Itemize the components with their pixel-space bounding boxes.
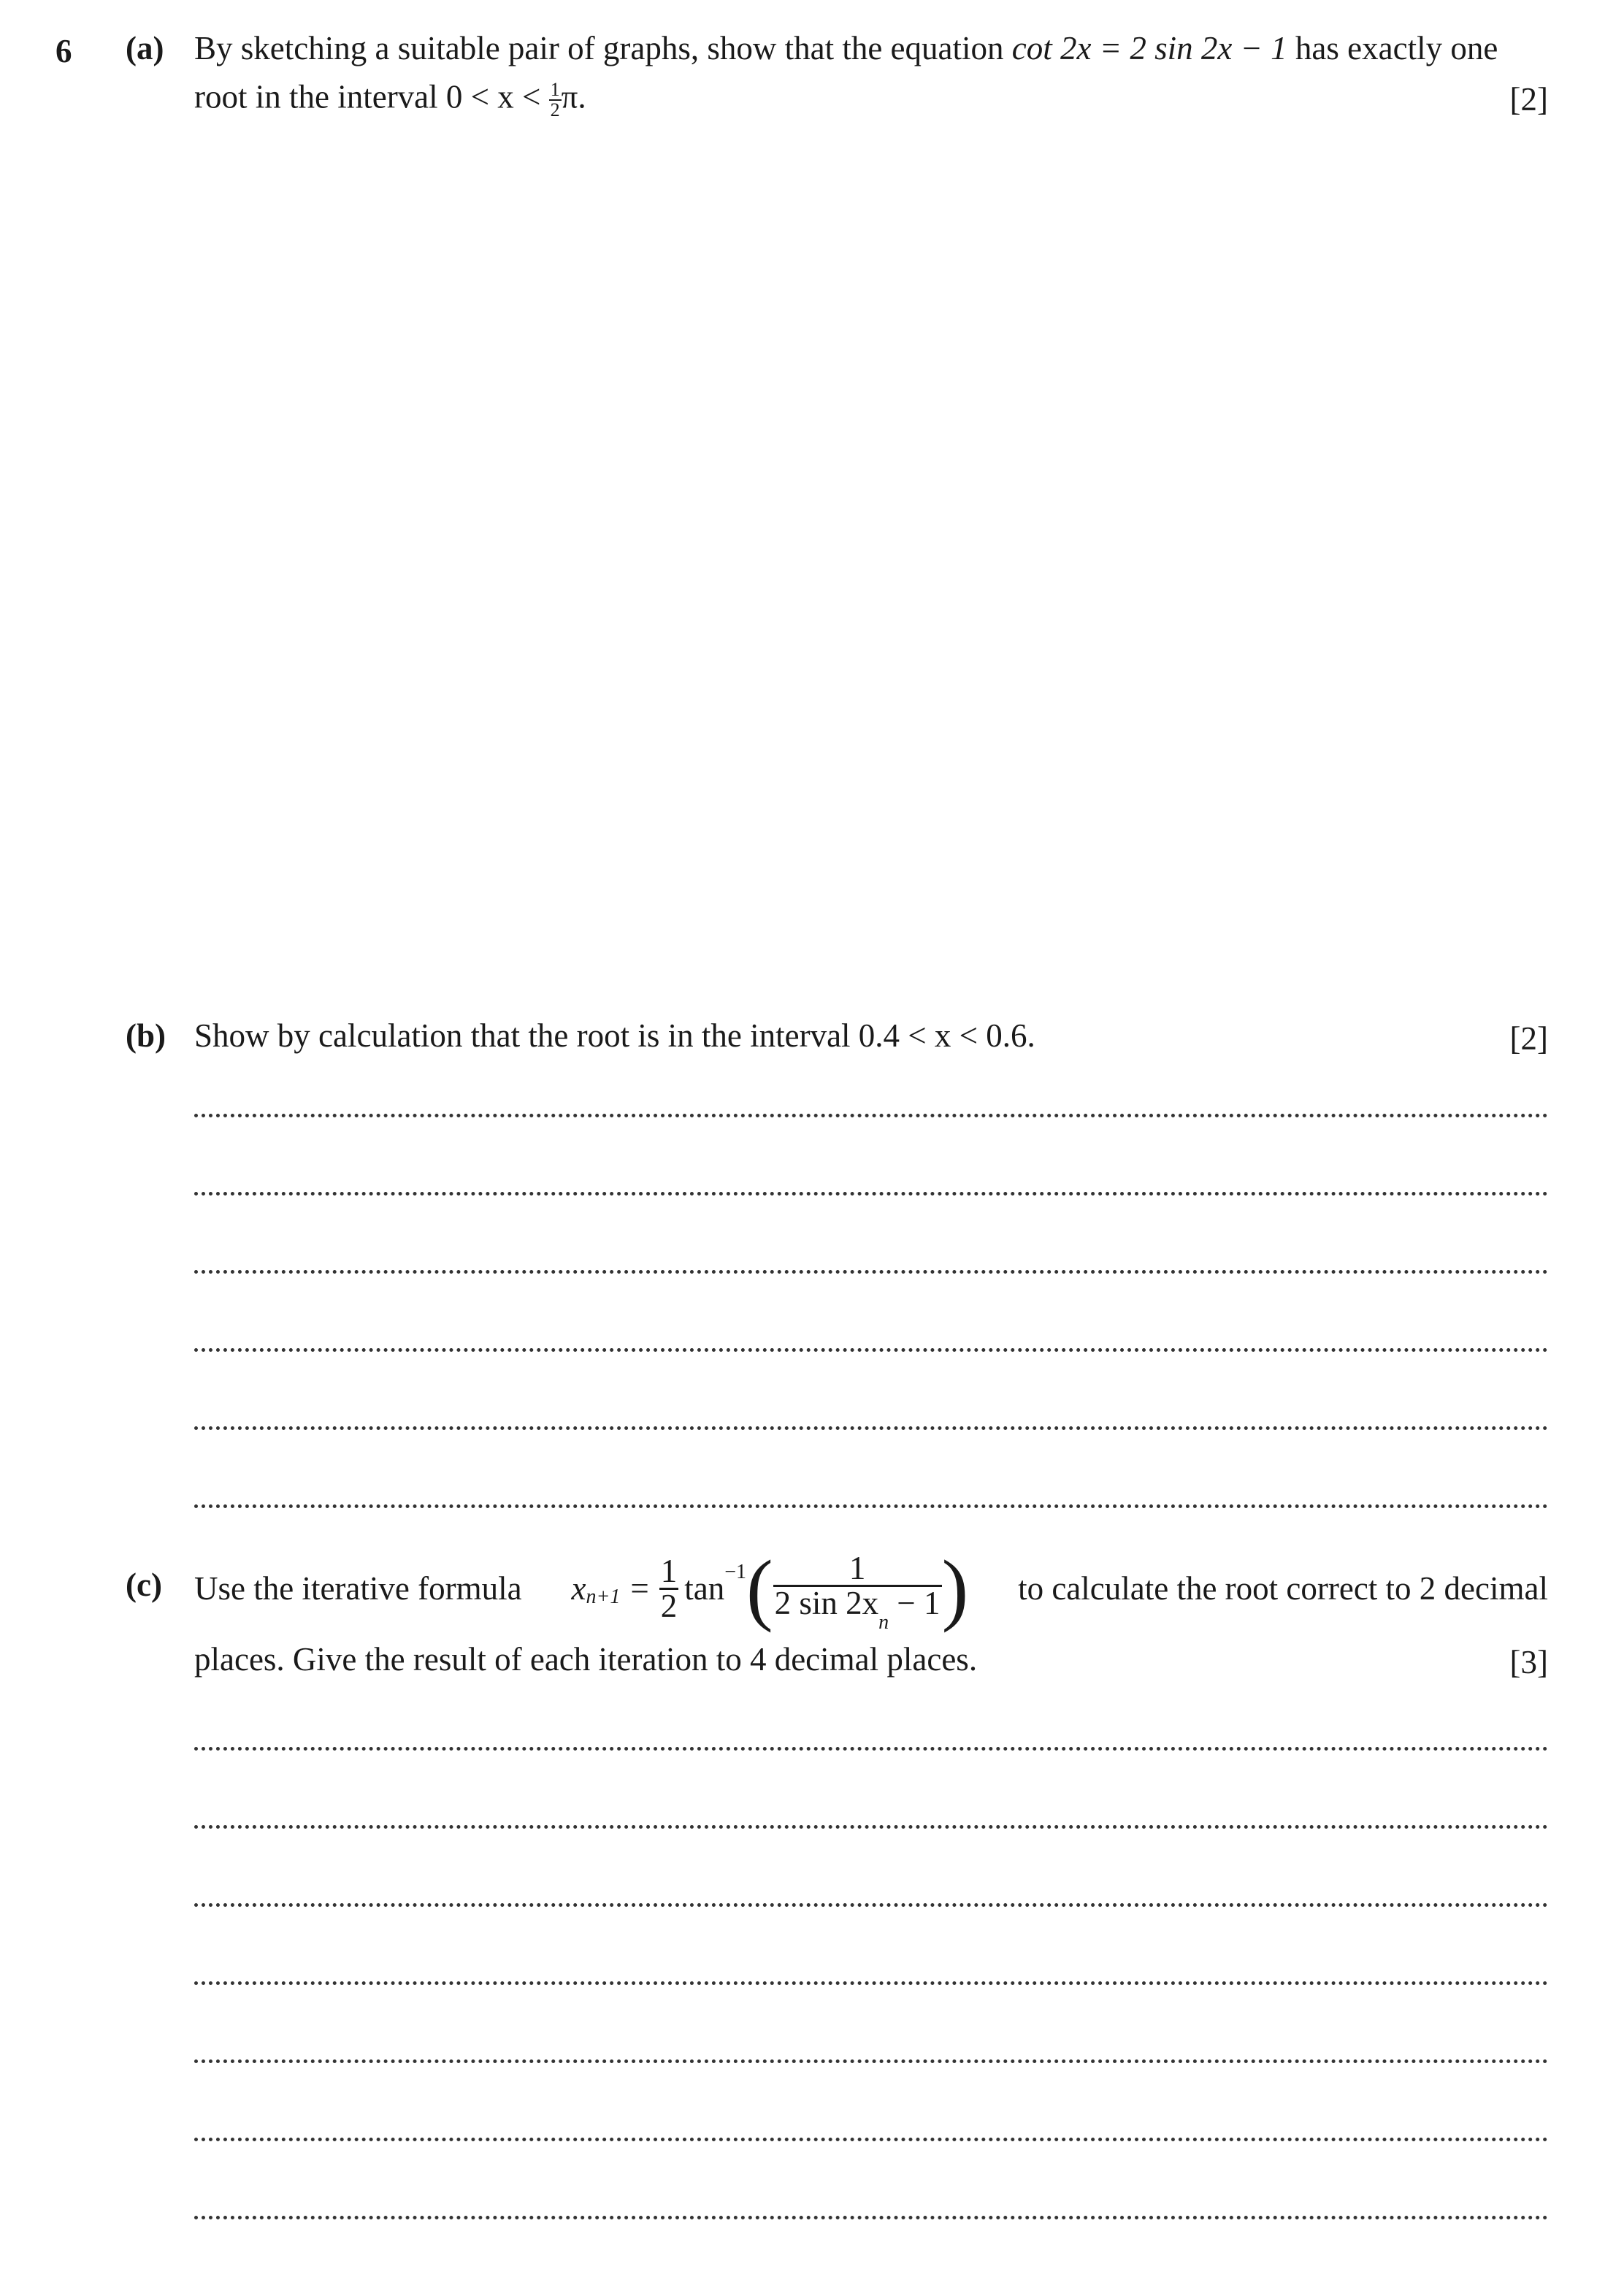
part-b-label: (b) bbox=[126, 1017, 166, 1054]
formula-sub: n+1 bbox=[586, 1586, 621, 1608]
question-number: 6 bbox=[55, 33, 72, 69]
answer-line[interactable] bbox=[194, 1747, 1548, 1751]
answer-line[interactable] bbox=[194, 2216, 1548, 2219]
part-a-text: By sketching a suitable pair of graphs, show that the equation bbox=[194, 30, 1004, 66]
part-a-equation: cot 2x = 2 sin 2x − 1 bbox=[1011, 30, 1287, 66]
part-a-interval: root in the interval 0 < x < bbox=[194, 78, 541, 115]
answer-line[interactable] bbox=[194, 1426, 1548, 1430]
answer-line[interactable] bbox=[194, 1192, 1548, 1196]
answer-line[interactable] bbox=[194, 1348, 1548, 1352]
part-c-marks: [3] bbox=[1509, 1644, 1548, 1680]
part-c-line2: places. Give the result of each iteration to 4 decimal places. bbox=[194, 1641, 978, 1678]
part-a-line2 bbox=[194, 80, 586, 120]
iterative-formula: x $_{n+1}$ = $\frac{1}{2}$ tan $^{-1}$ ( $\frac{1}{2 \sin 2x_n - 1}$ ) bbox=[571, 1544, 969, 1634]
part-a-text-end: has exactly one bbox=[1295, 30, 1498, 66]
part-a-marks: [2] bbox=[1509, 81, 1548, 118]
part-c-line1 bbox=[194, 1541, 1548, 1636]
answer-line[interactable] bbox=[194, 1825, 1548, 1829]
formula-half: $\frac{1}{2}$ bbox=[660, 1552, 678, 1624]
pi-symbol: π. bbox=[561, 78, 586, 115]
formula-tan-sup: −1 bbox=[724, 1561, 747, 1583]
answer-line[interactable] bbox=[194, 1114, 1548, 1117]
part-a-line1 bbox=[194, 32, 1498, 65]
answer-line[interactable] bbox=[194, 1504, 1548, 1508]
formula-inner-fraction: $\frac{1}{2 \sin 2x_n - 1}$ bbox=[774, 1549, 941, 1634]
answer-line[interactable] bbox=[194, 1981, 1548, 1985]
part-c-label: (c) bbox=[126, 1567, 162, 1603]
part-b-text: Show by calculation that the root is in the interval 0.4 < x < 0.6. bbox=[194, 1017, 1035, 1054]
formula-tan: tan bbox=[684, 1569, 725, 1607]
part-c-text-before: Use the iterative formula bbox=[194, 1569, 522, 1607]
part-c-text-after: to calculate the root correct to 2 decimal bbox=[1018, 1569, 1548, 1607]
sketch-area[interactable] bbox=[194, 131, 1548, 993]
answer-line[interactable] bbox=[194, 2059, 1548, 2063]
answer-line[interactable] bbox=[194, 1270, 1548, 1274]
half-fraction: $\frac{1}{2}$ bbox=[550, 79, 560, 121]
answer-line[interactable] bbox=[194, 1903, 1548, 1907]
formula-x: x bbox=[571, 1569, 586, 1607]
answer-line[interactable] bbox=[194, 2138, 1548, 2141]
part-b-marks: [2] bbox=[1509, 1020, 1548, 1057]
part-a-label: (a) bbox=[126, 30, 164, 66]
